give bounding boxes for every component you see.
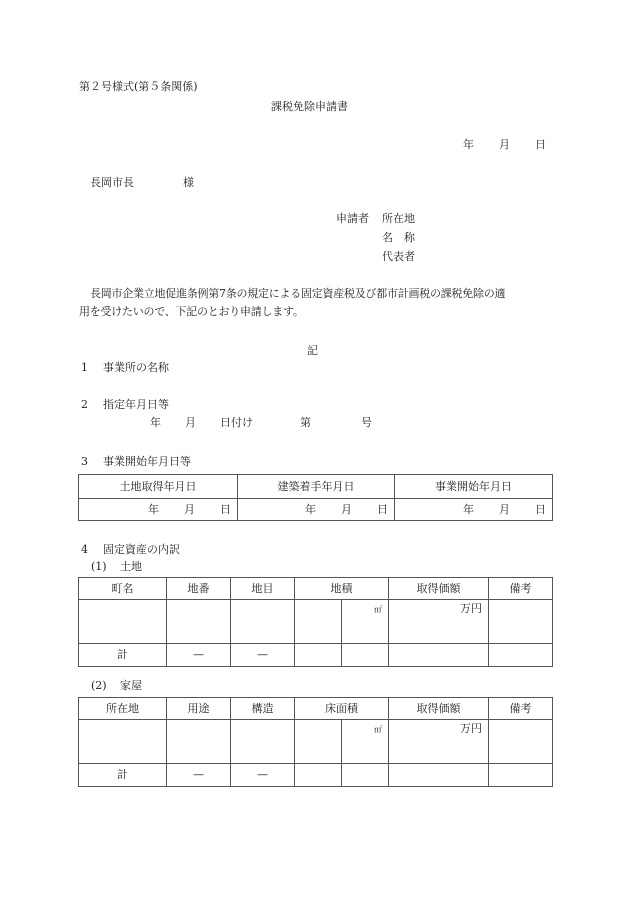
note-heading: 記 — [307, 344, 318, 357]
addressee-name: 長岡市長 — [90, 176, 134, 189]
unit-month: 月 — [184, 502, 195, 516]
designation-go: 号 — [361, 416, 372, 429]
total-remarks-cell[interactable] — [489, 644, 553, 667]
land-table — [78, 577, 553, 667]
total-acquisition-price-cell[interactable] — [389, 644, 489, 667]
town-name-cell[interactable] — [79, 600, 167, 644]
table-total-row — [79, 764, 553, 787]
acquisition-price-cell[interactable] — [389, 600, 489, 644]
section3-title: 事業開始年月日等 — [103, 455, 191, 468]
building-table — [78, 697, 553, 787]
section3-number: 3 — [81, 455, 88, 468]
total-acquisition-price-cell[interactable] — [389, 764, 489, 787]
business-start-dates-table — [78, 474, 553, 521]
price-unit: 万円 — [460, 602, 482, 615]
table-row — [79, 600, 553, 644]
structure-cell[interactable] — [231, 720, 295, 764]
total-lot-number-dash: — — [167, 644, 231, 667]
header-location: 所在地 — [79, 698, 167, 720]
header-lot-number: 地番 — [167, 578, 231, 600]
table-header-row — [79, 578, 553, 600]
header-structure: 構造 — [231, 698, 295, 720]
unit-day: 日 — [220, 502, 231, 516]
document-title: 課税免除申請書 — [271, 100, 348, 113]
unit-day: 日 — [535, 502, 546, 516]
section4-title: 固定資産の内訳 — [103, 543, 180, 556]
total-land-area-cell-a[interactable] — [295, 644, 342, 667]
business-start-date-cell[interactable] — [395, 499, 553, 521]
total-land-area-cell-b[interactable] — [342, 644, 389, 667]
header-business-start-date: 事業開始年月日 — [395, 475, 553, 499]
unit-month: 月 — [499, 502, 510, 516]
header-acquisition-price: 取得価額 — [389, 578, 489, 600]
header-town-name: 町名 — [79, 578, 167, 600]
unit-year: 年 — [305, 502, 316, 516]
land-area-cell-a[interactable] — [295, 600, 342, 644]
location-cell[interactable] — [79, 720, 167, 764]
unit-year: 年 — [463, 502, 474, 516]
table-total-row — [79, 644, 553, 667]
applicant-label: 申請者 — [336, 212, 369, 225]
total-floor-area-cell-a[interactable] — [295, 764, 342, 787]
body-text-line1: 長岡市企業立地促進条例第7条の規定による固定資産税及び都市計画税の課税免除の適 — [90, 287, 506, 300]
form-number: 第２号様式(第５条関係) — [79, 80, 198, 93]
addressee-honorific: 様 — [183, 176, 194, 189]
remarks-cell[interactable] — [489, 600, 553, 644]
applicant-address-label: 所在地 — [382, 212, 415, 225]
header-land-area: 地積 — [295, 578, 389, 600]
building-subsection-title: 家屋 — [120, 679, 142, 692]
land-area-cell-b[interactable] — [342, 600, 389, 644]
table-row — [79, 720, 553, 764]
designation-month: 月 — [185, 416, 196, 429]
floor-area-cell-a[interactable] — [295, 720, 342, 764]
area-unit: ㎡ — [374, 605, 382, 614]
land-subsection-label: (1) — [91, 560, 107, 573]
table-header-row — [79, 475, 553, 499]
total-label: 計 — [79, 764, 167, 787]
floor-area-cell-b[interactable] — [342, 720, 389, 764]
usage-cell[interactable] — [167, 720, 231, 764]
designation-day-suffix: 日付け — [220, 416, 253, 429]
section2-title: 指定年月日等 — [103, 398, 169, 411]
header-construction-start-date: 建築着手年月日 — [238, 475, 395, 499]
date-year: 年 — [463, 138, 474, 151]
applicant-representative-label: 代表者 — [382, 250, 415, 263]
remarks-cell[interactable] — [489, 720, 553, 764]
section1-title: 事業所の名称 — [103, 361, 169, 374]
total-structure-dash: — — [231, 764, 295, 787]
land-acquisition-date-cell[interactable] — [79, 499, 238, 521]
building-subsection-label: (2) — [91, 679, 107, 692]
total-usage-dash: — — [167, 764, 231, 787]
land-category-cell[interactable] — [231, 600, 295, 644]
header-land-acquisition-date: 土地取得年月日 — [79, 475, 238, 499]
header-remarks: 備考 — [489, 698, 553, 720]
total-label: 計 — [79, 644, 167, 667]
area-unit: ㎡ — [374, 725, 382, 734]
acquisition-price-cell[interactable] — [389, 720, 489, 764]
section2-number: 2 — [81, 398, 88, 411]
header-acquisition-price: 取得価額 — [389, 698, 489, 720]
price-unit: 万円 — [460, 722, 482, 735]
header-remarks: 備考 — [489, 578, 553, 600]
unit-day: 日 — [377, 502, 388, 516]
header-land-category: 地目 — [231, 578, 295, 600]
header-usage: 用途 — [167, 698, 231, 720]
section4-number: 4 — [81, 543, 88, 556]
section1-number: 1 — [81, 361, 88, 374]
designation-year: 年 — [150, 416, 161, 429]
table-row — [79, 499, 553, 521]
date-month: 月 — [499, 138, 510, 151]
table-header-row — [79, 698, 553, 720]
body-text-line2: 用を受けたいので、下記のとおり申請します。 — [79, 305, 304, 318]
date-day: 日 — [535, 138, 546, 151]
total-land-category-dash: — — [231, 644, 295, 667]
unit-year: 年 — [148, 502, 159, 516]
header-floor-area: 床面積 — [295, 698, 389, 720]
lot-number-cell[interactable] — [167, 600, 231, 644]
total-floor-area-cell-b[interactable] — [342, 764, 389, 787]
land-subsection-title: 土地 — [120, 560, 142, 573]
designation-dai: 第 — [300, 416, 311, 429]
total-remarks-cell[interactable] — [489, 764, 553, 787]
applicant-name-label: 名 称 — [382, 231, 415, 244]
unit-month: 月 — [341, 502, 352, 516]
construction-start-date-cell[interactable] — [238, 499, 395, 521]
